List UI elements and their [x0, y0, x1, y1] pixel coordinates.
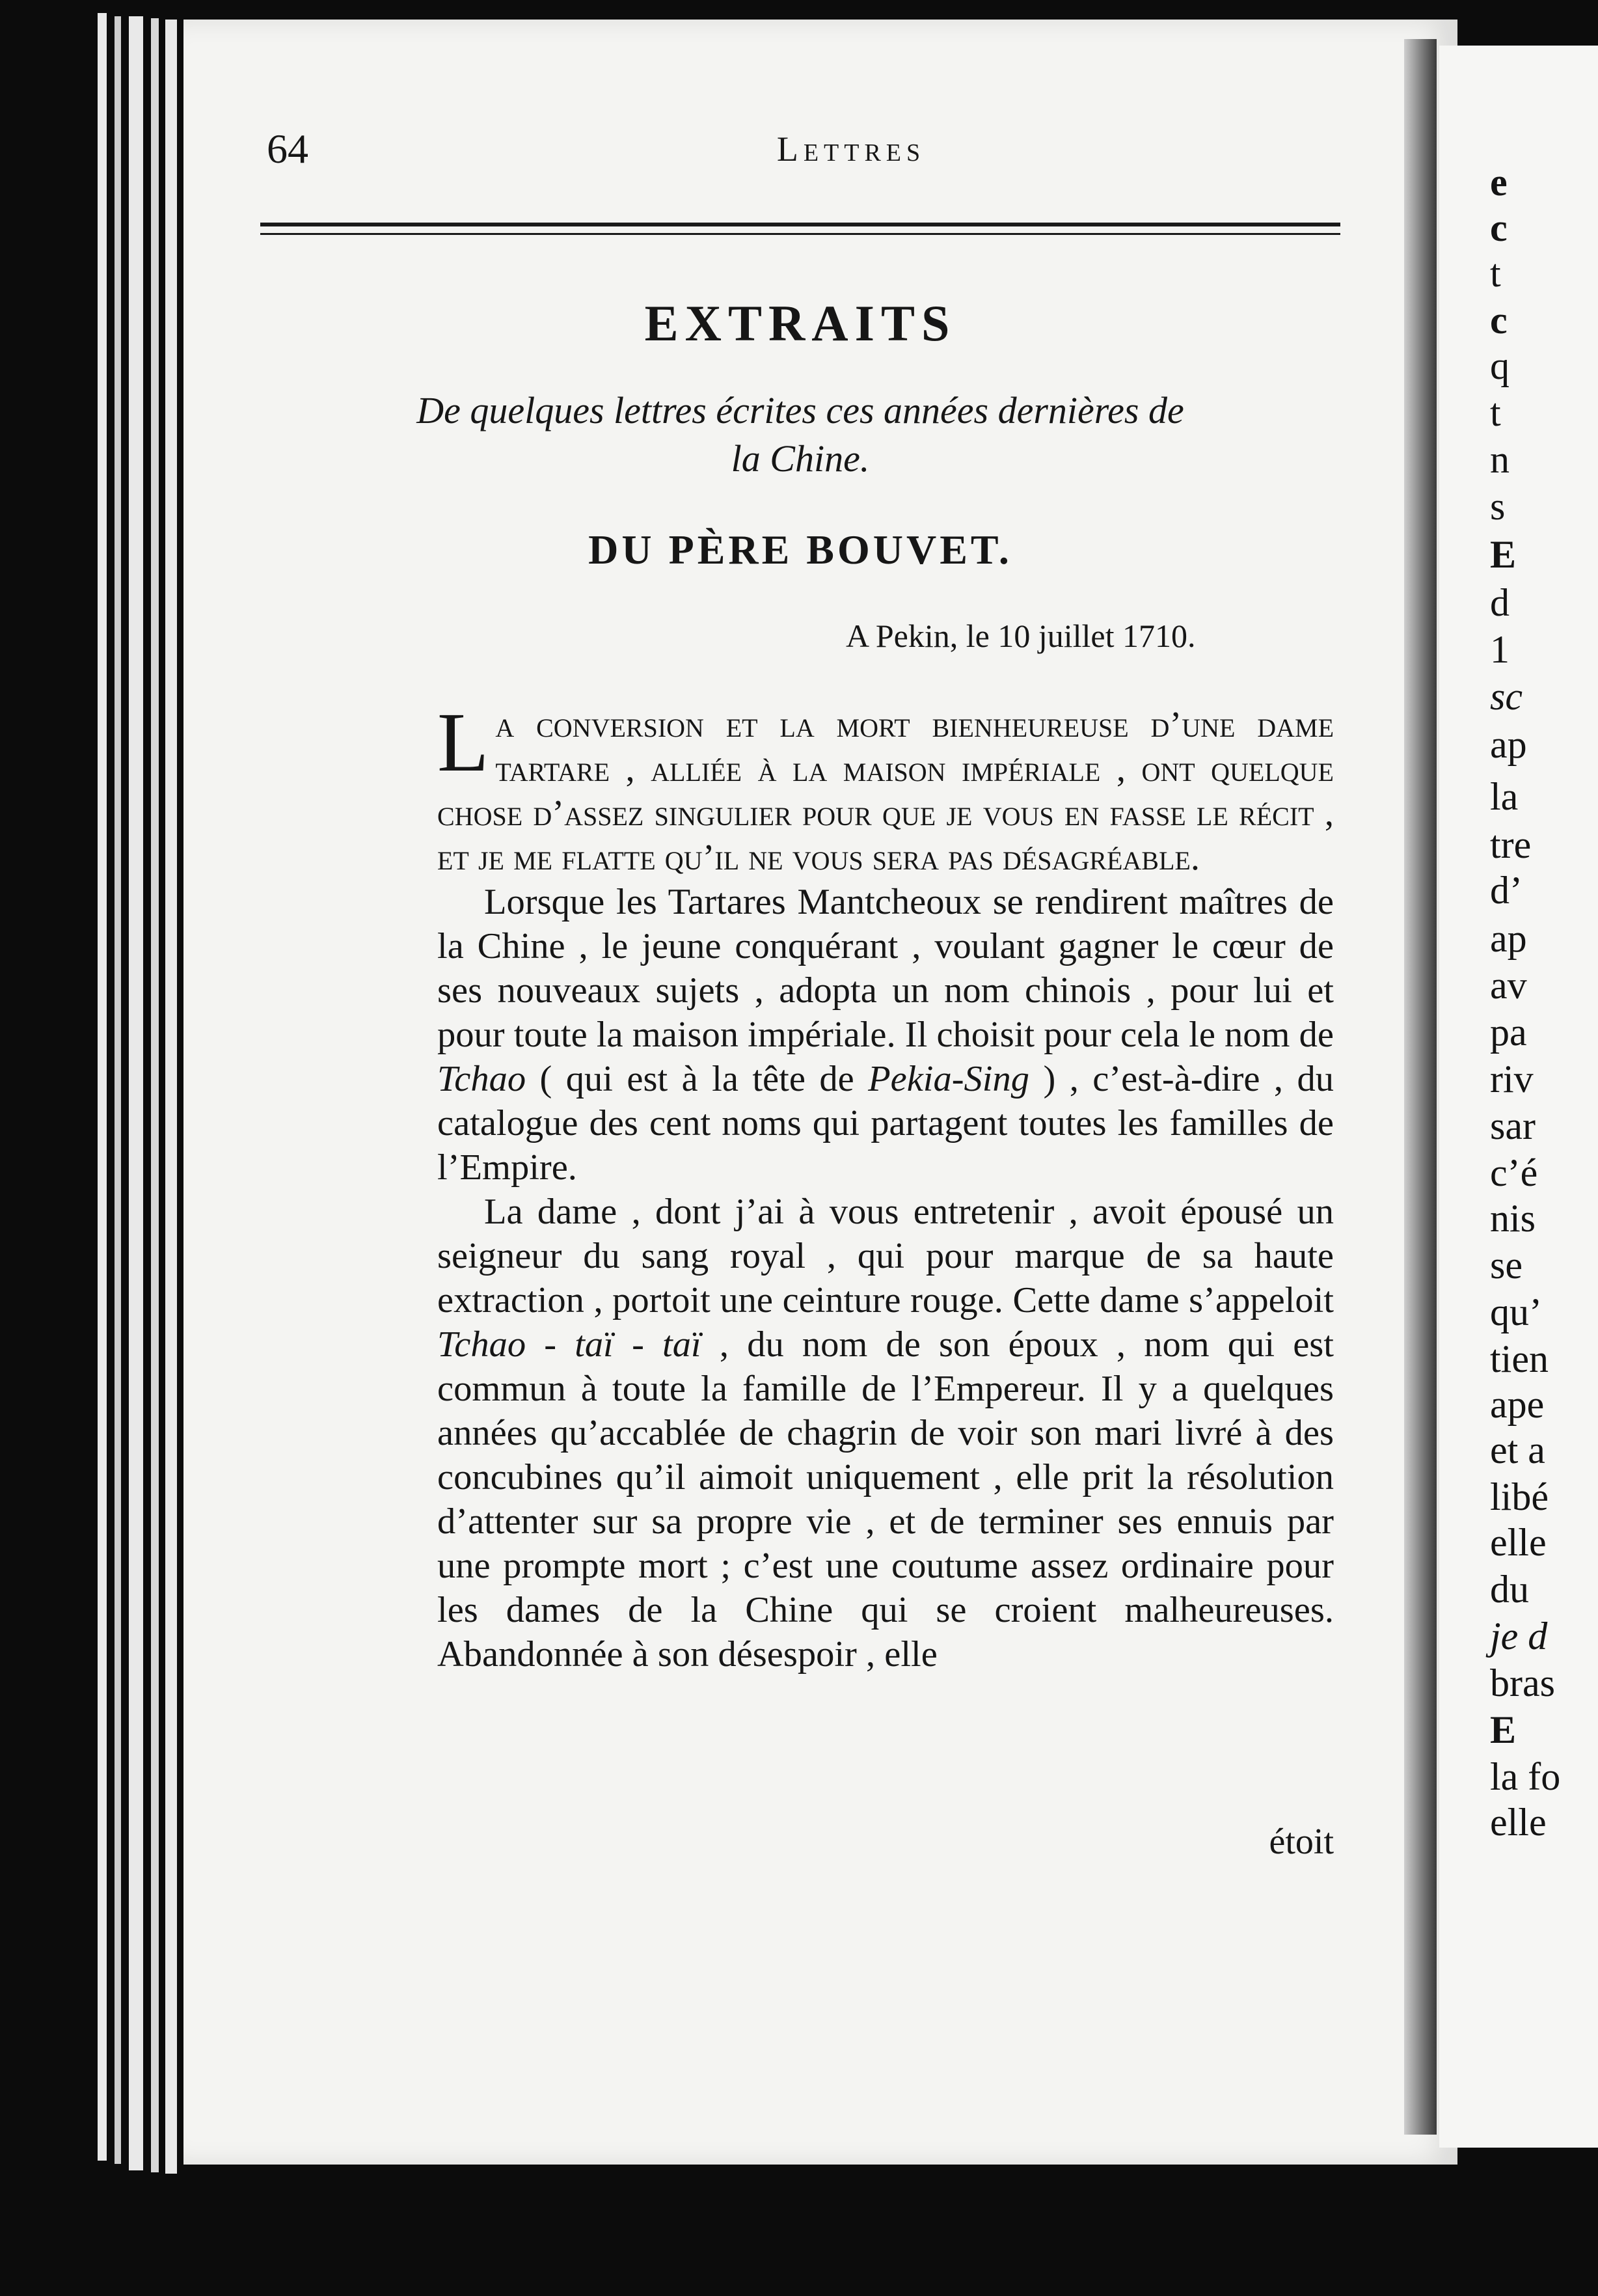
facing-page-line: av [1490, 964, 1527, 1007]
facing-page-line: c’é [1490, 1151, 1538, 1194]
facing-page-line: d’ [1490, 869, 1523, 912]
facing-page-line: c [1490, 299, 1508, 342]
facing-page-line: du [1490, 1568, 1529, 1611]
book-edge [98, 13, 107, 2161]
facing-page-line: E [1490, 533, 1517, 576]
facing-page-line: d [1490, 581, 1510, 624]
facing-page-line: tre [1490, 823, 1532, 866]
drop-cap: L [437, 696, 489, 789]
subtitle-line: la Chine. [731, 437, 870, 480]
facing-page-line: ap [1490, 917, 1527, 960]
facing-page-line: et a [1490, 1428, 1545, 1471]
facing-page-line: t [1490, 252, 1501, 295]
facing-page-line: se [1490, 1244, 1523, 1287]
paragraph [437, 696, 1334, 880]
facing-page-line: libé [1490, 1475, 1549, 1518]
paragraph-text: a conversion et la mort bienheureuse d’une dame tartare , alliée à la maison impériale , ont quelque chose d’assez singulier pour que je vous en fasse le récit , et je me flatte qu’il ne vous sera pas désagréable. [437, 705, 1334, 878]
facing-page-line: c [1490, 206, 1508, 249]
page-number: 64 [267, 126, 308, 172]
paragraph-text: ) , c’est-à-dire , du catalogue des cent noms qui partagent toutes les familles de l’Empire. [437, 1059, 1334, 1188]
facing-page-line: sc [1490, 675, 1523, 718]
paragraph-text: ( qui est à la tête de [526, 1059, 869, 1099]
facing-page-line: ape [1490, 1383, 1545, 1426]
facing-page-line: e [1490, 161, 1508, 204]
header-rule [260, 233, 1340, 235]
facing-page-line: sar [1490, 1104, 1536, 1147]
facing-page-line: tien [1490, 1337, 1549, 1380]
dateline: A Pekin, le 10 juillet 1710. [846, 618, 1196, 654]
facing-page-line: nis [1490, 1197, 1536, 1240]
catchword: étoit [1269, 1822, 1334, 1862]
paragraph-text: La dame , dont j’ai à vous entretenir , avoit épousé un seigneur du sang royal , qui pour marque de sa haute extraction , portoit une ceinture rouge. Cette dame s’appeloit [437, 1192, 1334, 1320]
letter-body [437, 696, 1334, 1676]
facing-page-line: riv [1490, 1058, 1534, 1100]
section-subtitle [260, 387, 1340, 483]
page-gutter [1404, 39, 1437, 2135]
name-italic: Tchao [437, 1059, 526, 1099]
book-edge [115, 16, 121, 2164]
book-edge [165, 20, 177, 2174]
section-title: EXTRAITS [644, 295, 956, 351]
facing-page-line: s [1490, 485, 1506, 528]
paragraph [437, 1190, 1334, 1676]
name-italic: Tchao - taï - taï [437, 1324, 701, 1365]
facing-page-line: E [1490, 1708, 1517, 1751]
facing-page-line: pa [1490, 1011, 1527, 1054]
paragraph-text: , du nom de son époux , nom qui est commun à toute la famille de l’Empereur. Il y a quelques années qu’accablée de chagrin de voir son mari livré à des concubines qu’il aimoit uniquement , elle prit la résolution d’attenter sur sa propre vie , et de terminer ses ennuis par une prompte mort ; c’est une coutume assez ordinaire pour les dames de la Chine qui se croient malheureuses. Abandonnée à son désespoir , elle [437, 1324, 1334, 1674]
facing-page-line: n [1490, 438, 1510, 481]
facing-page-line: t [1490, 391, 1501, 434]
book-edge [151, 18, 159, 2172]
facing-page-line: elle [1490, 1801, 1547, 1844]
book-title-italic: Pekia-Sing [868, 1059, 1030, 1099]
facing-page-line: bras [1490, 1661, 1555, 1704]
header-rule [260, 223, 1340, 226]
facing-page-line: qu’ [1490, 1291, 1542, 1333]
facing-page [1439, 46, 1598, 2148]
facing-page-line: la fo [1490, 1755, 1561, 1798]
book-edge [129, 16, 143, 2170]
facing-page-line: la [1490, 775, 1519, 818]
facing-page-line: q [1490, 344, 1510, 387]
subtitle-line: De quelques lettres écrites ces années dernières de [416, 389, 1184, 431]
facing-page-line: ap [1490, 723, 1527, 766]
paragraph [437, 880, 1334, 1190]
facing-page-line: 1 [1490, 628, 1510, 671]
facing-page-line: elle [1490, 1521, 1547, 1564]
running-head: Lettres [776, 130, 926, 169]
author-heading: DU PÈRE BOUVET. [588, 526, 1012, 573]
paragraph-text: Lorsque les Tartares Mantcheoux se rendirent maîtres de la Chine , le jeune conquérant , voulant gagner le cœur de ses nouveaux sujets , adopta un nom chinois , pour lui et pour toute la maison impériale. Il choisit pour cela le nom de [437, 882, 1334, 1055]
facing-page-line: je d [1490, 1615, 1548, 1658]
